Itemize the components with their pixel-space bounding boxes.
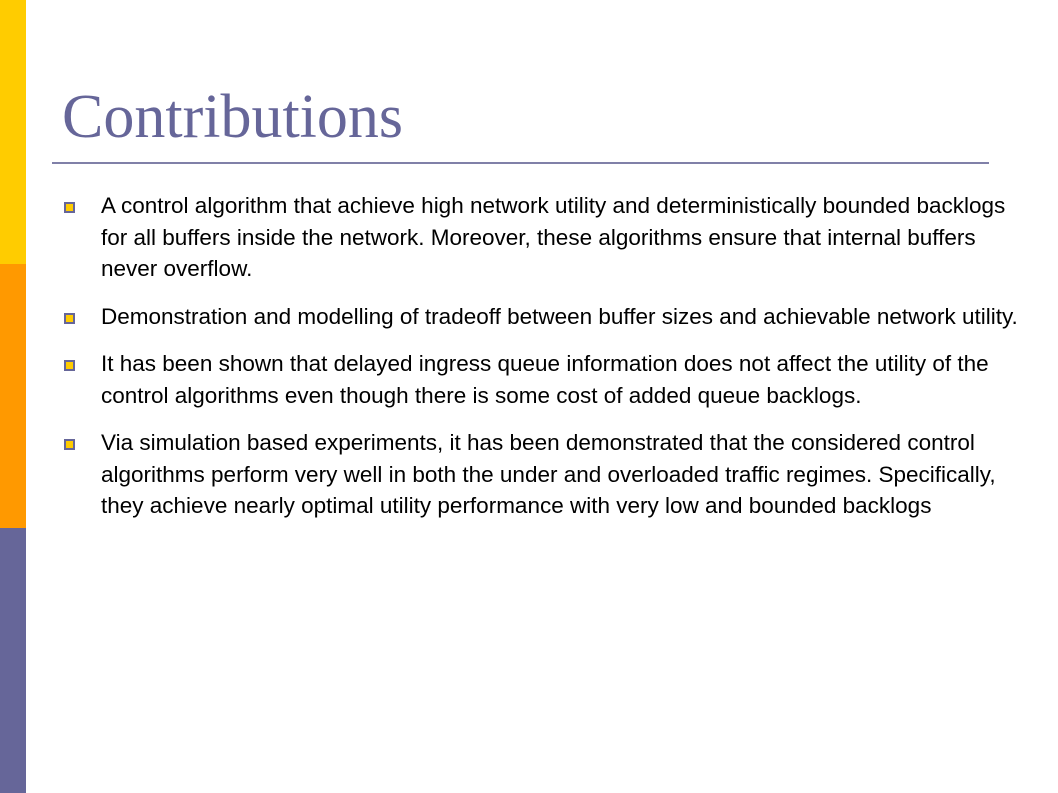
slide-title: Contributions — [62, 83, 404, 151]
square-bullet-icon — [64, 202, 75, 213]
side-band-yellow — [0, 0, 26, 264]
bullet-list — [62, 190, 1022, 538]
bullet-text: A control algorithm that achieve high network utility and deterministically bounded backlogs for all buffers inside the network. Moreover, these algorithms ensure that internal buffers never overflow. — [101, 193, 1006, 281]
bullet-text: Via simulation based experiments, it has been demonstrated that the considered control algorithms perform very well in both the under and overloaded traffic regimes. Specifically, they achieve nearly optimal utility performance with very low and bounded backlogs — [101, 430, 996, 518]
square-bullet-icon — [64, 439, 75, 450]
side-band-orange — [0, 264, 26, 528]
side-band-purple — [0, 528, 26, 793]
bullet-item — [62, 348, 1022, 411]
bullet-text: It has been shown that delayed ingress queue information does not affect the utility of the control algorithms even though there is some cost of added queue backlogs. — [101, 351, 989, 408]
bullet-item — [62, 301, 1022, 333]
bullet-item — [62, 190, 1022, 285]
bullet-text: Demonstration and modelling of tradeoff between buffer sizes and achievable network utility. — [101, 303, 1018, 329]
square-bullet-icon — [64, 360, 75, 371]
bullet-item — [62, 427, 1022, 522]
square-bullet-icon — [64, 313, 75, 324]
title-divider — [52, 162, 989, 164]
